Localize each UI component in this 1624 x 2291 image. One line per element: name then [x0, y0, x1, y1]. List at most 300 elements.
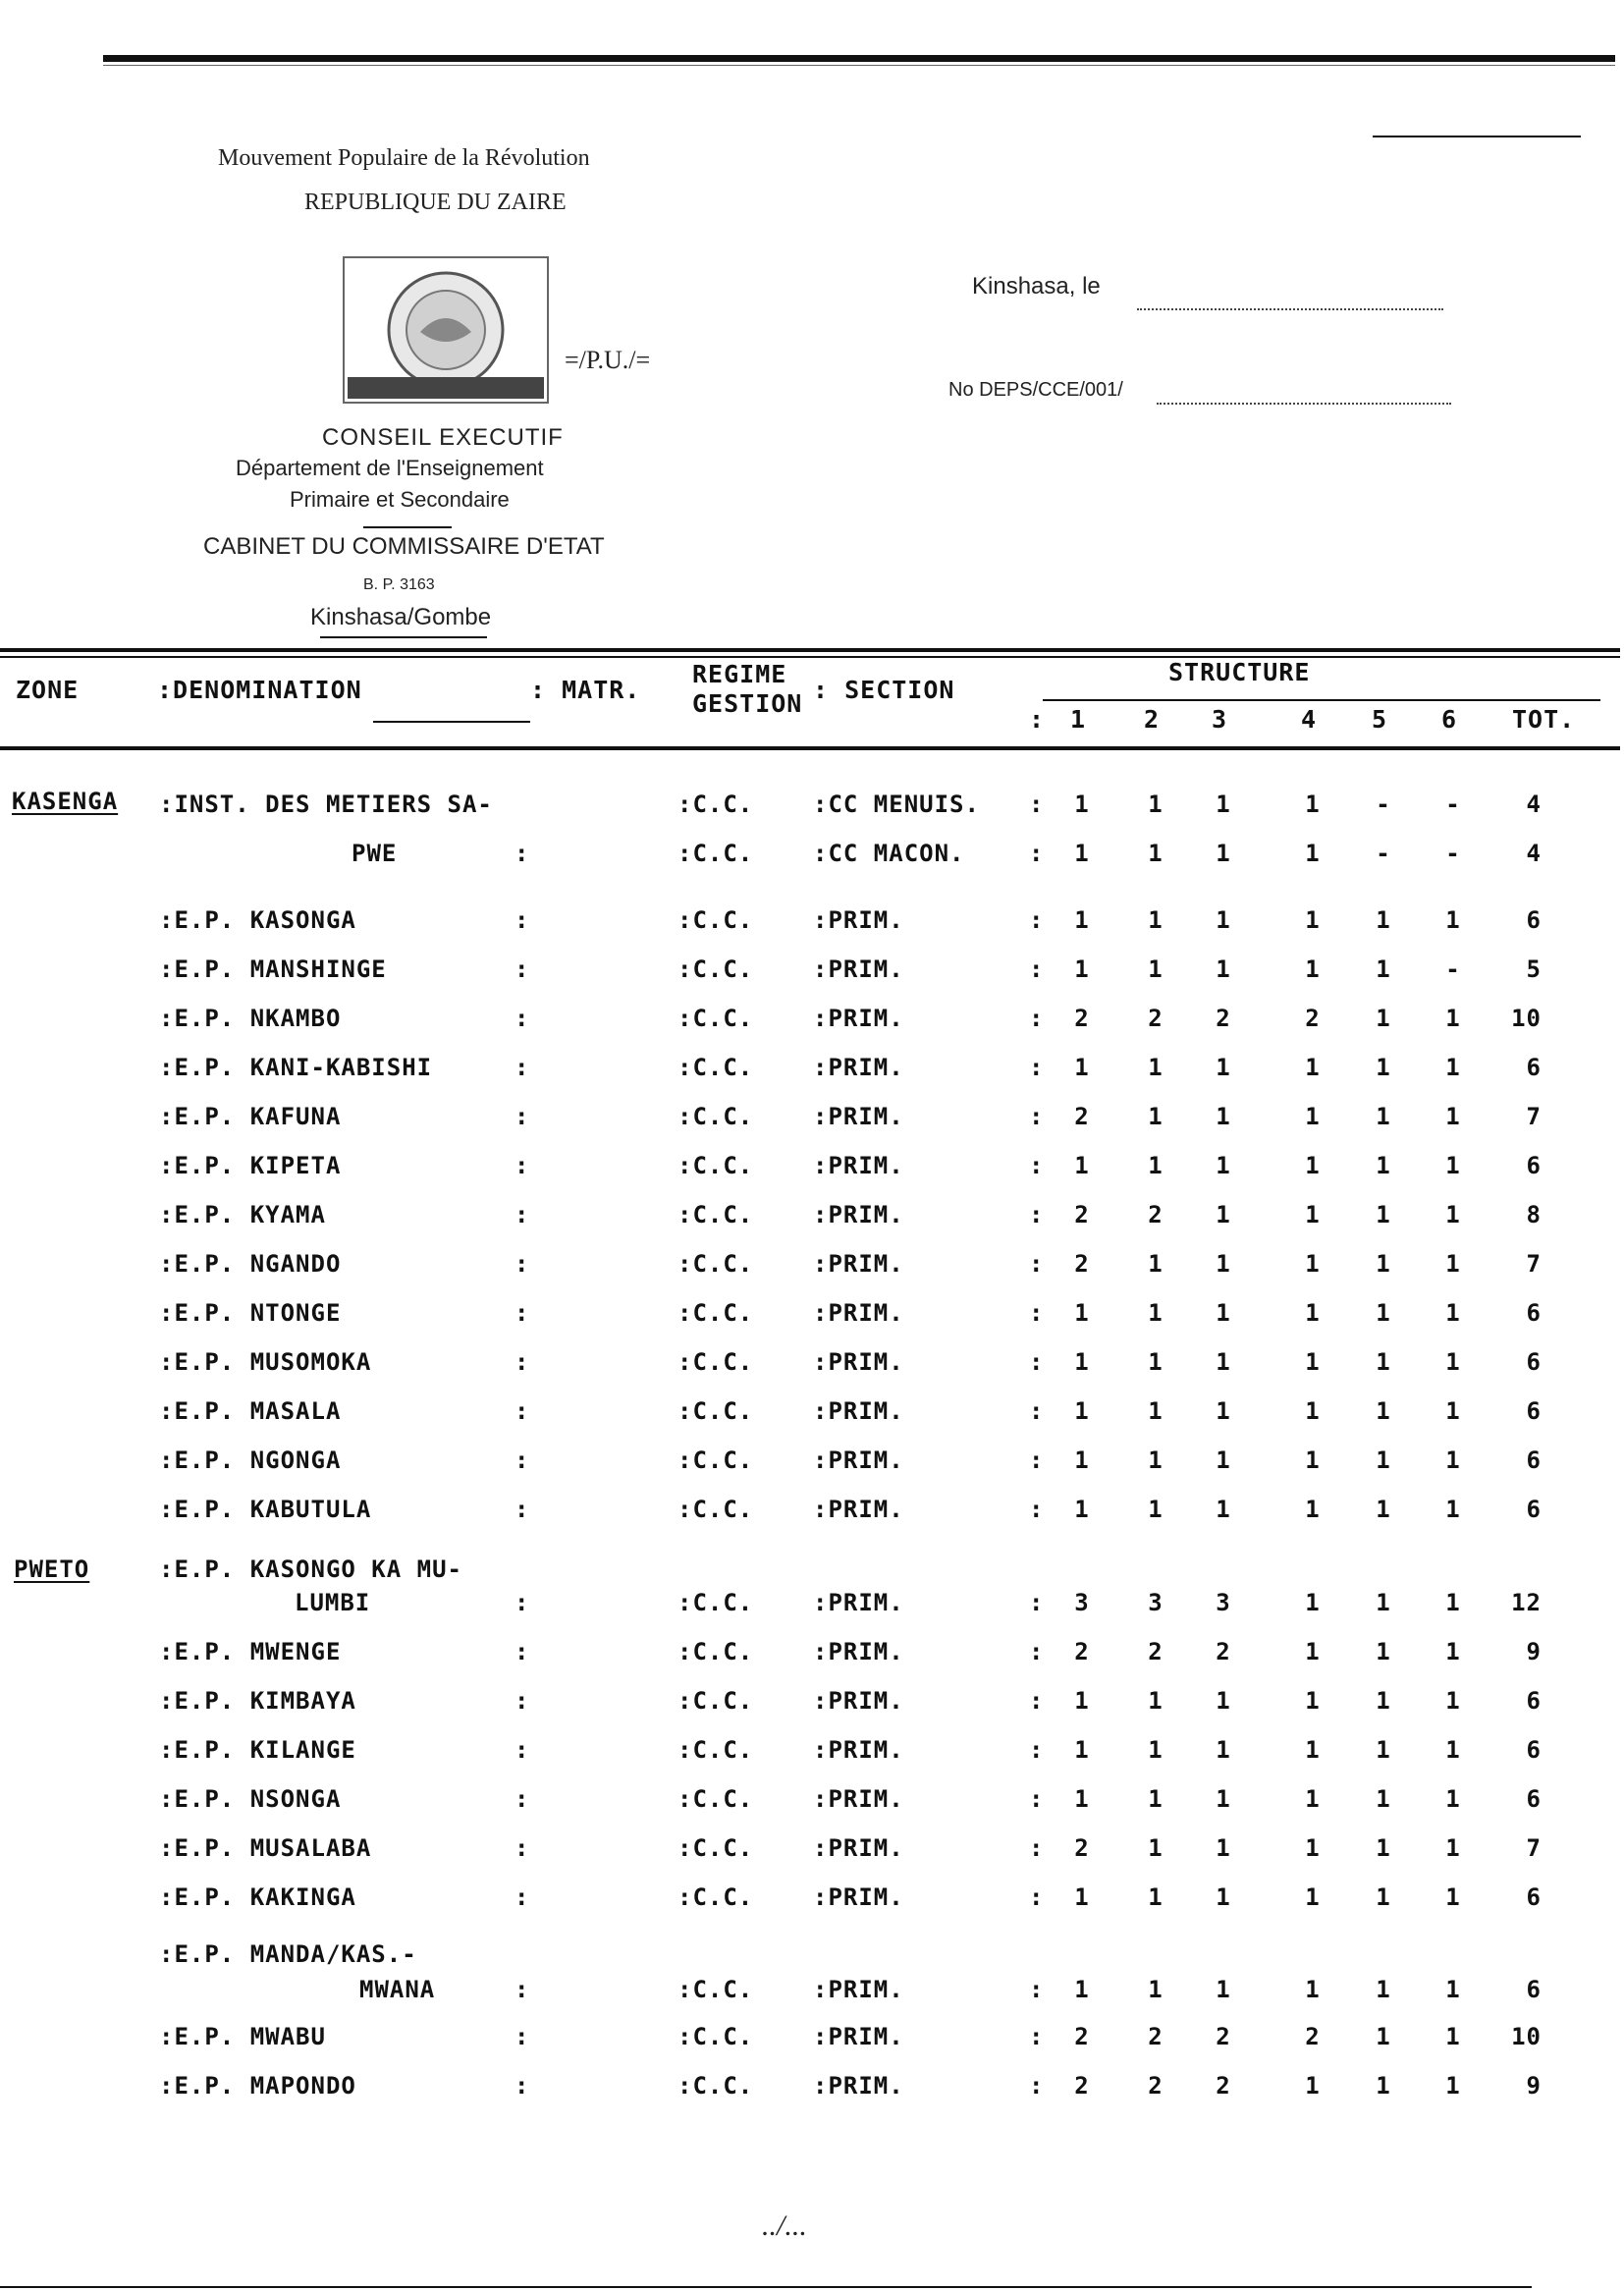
- row-structure-3: 3: [1216, 1589, 1231, 1616]
- row-separator: :: [514, 1054, 530, 1081]
- row-section: :PRIM.: [813, 2072, 904, 2100]
- header-structure-col-6: 6: [1441, 705, 1458, 734]
- row-section: :PRIM.: [813, 906, 904, 934]
- row-denomination: :E.P. KANI-KABISHI: [159, 1054, 433, 1081]
- row-structure-2: 2: [1148, 2023, 1164, 2050]
- row-structure-3: 1: [1216, 1152, 1231, 1179]
- row-structure-6: 1: [1445, 1496, 1461, 1523]
- row-structure-5: 1: [1376, 1348, 1391, 1376]
- row-structure-1: 1: [1074, 1496, 1090, 1523]
- row-separator: :: [514, 2023, 530, 2050]
- row-structure-4: 1: [1305, 1589, 1321, 1616]
- header-structure-col-5: 5: [1372, 705, 1388, 734]
- row-structure-1: 1: [1074, 1152, 1090, 1179]
- row-separator: :: [514, 1736, 530, 1764]
- page-continuation-mark: ../...: [762, 2209, 807, 2242]
- row-structure-5: 1: [1376, 1736, 1391, 1764]
- row-structure-1: 1: [1074, 791, 1090, 818]
- row-total: 6: [1526, 1299, 1542, 1327]
- table-top-rule: [0, 648, 1620, 652]
- row-structure-6: 1: [1445, 1736, 1461, 1764]
- row-section: :PRIM.: [813, 2023, 904, 2050]
- row-structure-6: 1: [1445, 1785, 1461, 1813]
- row-total: 6: [1526, 1687, 1542, 1715]
- row-structure-4: 1: [1305, 1201, 1321, 1228]
- row-structure-4: 2: [1305, 2023, 1321, 2050]
- row-structure-colon: :: [1029, 906, 1045, 934]
- row-structure-4: 1: [1305, 1397, 1321, 1425]
- row-regime: :C.C.: [677, 1054, 754, 1081]
- row-regime: :C.C.: [677, 2023, 754, 2050]
- row-structure-4: 1: [1305, 1299, 1321, 1327]
- row-structure-2: 1: [1148, 1976, 1164, 2003]
- row-structure-6: 1: [1445, 1687, 1461, 1715]
- row-separator: :: [514, 1785, 530, 1813]
- row-separator: :: [514, 1589, 530, 1616]
- row-denomination: :E.P. MAPONDO: [159, 2072, 356, 2100]
- row-section: :PRIM.: [813, 1152, 904, 1179]
- header-section: : SECTION: [813, 676, 955, 704]
- row-section: :PRIM.: [813, 1446, 904, 1474]
- row-structure-1: 1: [1074, 1299, 1090, 1327]
- row-structure-5: 1: [1376, 1397, 1391, 1425]
- header-structure-col-2: 2: [1144, 705, 1161, 734]
- row-structure-2: 1: [1148, 1152, 1164, 1179]
- table-body-rule: [0, 746, 1620, 750]
- row-structure-3: 1: [1216, 1299, 1231, 1327]
- row-separator: :: [514, 840, 530, 867]
- header-structure-col-3: 3: [1212, 705, 1228, 734]
- row-denomination-continued: PWE: [352, 840, 398, 867]
- row-structure-1: 2: [1074, 1638, 1090, 1665]
- row-structure-2: 2: [1148, 1201, 1164, 1228]
- row-structure-5: 1: [1376, 955, 1391, 983]
- row-structure-colon: :: [1029, 1054, 1045, 1081]
- row-total: 8: [1526, 1201, 1542, 1228]
- row-structure-6: 1: [1445, 1638, 1461, 1665]
- row-section: :CC MENUIS.: [813, 791, 980, 818]
- row-structure-colon: :: [1029, 791, 1045, 818]
- header-structure-col-4: 4: [1301, 705, 1318, 734]
- letterhead-city: Kinshasa/Gombe: [310, 604, 492, 630]
- row-structure-colon: :: [1029, 1883, 1045, 1911]
- row-structure-4: 1: [1305, 1834, 1321, 1862]
- row-structure-5: 1: [1376, 1299, 1391, 1327]
- row-structure-3: 1: [1216, 1446, 1231, 1474]
- row-regime: :C.C.: [677, 1005, 754, 1032]
- row-structure-1: 1: [1074, 1687, 1090, 1715]
- row-structure-6: 1: [1445, 1976, 1461, 2003]
- row-structure-2: 1: [1148, 1446, 1164, 1474]
- row-structure-3: 1: [1216, 1496, 1231, 1523]
- row-separator: :: [514, 1638, 530, 1665]
- row-structure-colon: :: [1029, 2023, 1045, 2050]
- row-structure-4: 1: [1305, 906, 1321, 934]
- row-regime: :C.C.: [677, 1348, 754, 1376]
- row-structure-3: 1: [1216, 1736, 1231, 1764]
- row-structure-6: 1: [1445, 2023, 1461, 2050]
- row-structure-6: 1: [1445, 1103, 1461, 1130]
- row-structure-5: 1: [1376, 1687, 1391, 1715]
- row-denomination: :E.P. MASALA: [159, 1397, 342, 1425]
- row-section: :PRIM.: [813, 1201, 904, 1228]
- row-structure-2: 1: [1148, 1250, 1164, 1278]
- row-structure-1: 2: [1074, 1834, 1090, 1862]
- row-regime: :C.C.: [677, 1299, 754, 1327]
- row-structure-2: 1: [1148, 1348, 1164, 1376]
- row-section: :PRIM.: [813, 1103, 904, 1130]
- row-structure-6: 1: [1445, 1589, 1461, 1616]
- row-total: 9: [1526, 2072, 1542, 2100]
- row-structure-colon: :: [1029, 1589, 1045, 1616]
- row-total: 10: [1511, 2023, 1542, 2050]
- row-structure-2: 1: [1148, 1103, 1164, 1130]
- header-structure-col-1: 1: [1070, 705, 1087, 734]
- row-denomination: :E.P. MWENGE: [159, 1638, 342, 1665]
- row-structure-5: 1: [1376, 1976, 1391, 2003]
- row-separator: :: [514, 1496, 530, 1523]
- row-structure-2: 1: [1148, 1496, 1164, 1523]
- right-top-line: [1373, 136, 1581, 137]
- header-regime: REGIME: [692, 660, 787, 688]
- row-structure-4: 1: [1305, 1687, 1321, 1715]
- row-structure-1: 1: [1074, 906, 1090, 934]
- row-structure-3: 1: [1216, 906, 1231, 934]
- row-structure-colon: :: [1029, 1687, 1045, 1715]
- row-denomination: :E.P. KYAMA: [159, 1201, 326, 1228]
- row-structure-3: 1: [1216, 1397, 1231, 1425]
- row-denomination: :E.P. MANDA/KAS.-: [159, 1940, 417, 1968]
- row-regime: :C.C.: [677, 1152, 754, 1179]
- letterhead-underline-2: [320, 636, 487, 638]
- row-separator: :: [514, 1446, 530, 1474]
- row-structure-2: 1: [1148, 1054, 1164, 1081]
- row-structure-4: 1: [1305, 1054, 1321, 1081]
- row-structure-6: 1: [1445, 1883, 1461, 1911]
- row-separator: :: [514, 1687, 530, 1715]
- row-regime: :C.C.: [677, 2072, 754, 2100]
- row-denomination: :E.P. NSONGA: [159, 1785, 342, 1813]
- row-structure-3: 1: [1216, 1250, 1231, 1278]
- row-denomination: :E.P. NGONGA: [159, 1446, 342, 1474]
- row-structure-2: 2: [1148, 1005, 1164, 1032]
- header-structure-colon: :: [1029, 705, 1046, 734]
- row-total: 6: [1526, 1496, 1542, 1523]
- row-structure-5: 1: [1376, 906, 1391, 934]
- row-denomination-continued: MWANA: [359, 1976, 436, 2003]
- row-structure-2: 1: [1148, 1834, 1164, 1862]
- row-separator: :: [514, 1883, 530, 1911]
- row-structure-4: 1: [1305, 1883, 1321, 1911]
- row-structure-4: 1: [1305, 1446, 1321, 1474]
- row-structure-colon: :: [1029, 955, 1045, 983]
- row-structure-colon: :: [1029, 1348, 1045, 1376]
- row-structure-6: -: [1445, 840, 1461, 867]
- row-denomination: :E.P. KIPETA: [159, 1152, 342, 1179]
- row-section: :PRIM.: [813, 1299, 904, 1327]
- row-structure-1: 1: [1074, 1348, 1090, 1376]
- header-structure: STRUCTURE: [1168, 658, 1311, 686]
- header-denomination: :DENOMINATION: [157, 676, 362, 704]
- letterhead-primaire: Primaire et Secondaire: [290, 487, 510, 512]
- row-section: :PRIM.: [813, 1397, 904, 1425]
- row-structure-5: -: [1376, 791, 1391, 818]
- row-structure-colon: :: [1029, 1201, 1045, 1228]
- row-structure-1: 1: [1074, 1883, 1090, 1911]
- row-structure-5: 1: [1376, 2023, 1391, 2050]
- row-structure-3: 1: [1216, 791, 1231, 818]
- row-section: :PRIM.: [813, 955, 904, 983]
- letterhead-republic: REPUBLIQUE DU ZAIRE: [304, 190, 567, 215]
- row-structure-colon: :: [1029, 1299, 1045, 1327]
- row-structure-6: 1: [1445, 1834, 1461, 1862]
- row-separator: :: [514, 1103, 530, 1130]
- row-denomination: :E.P. NTONGE: [159, 1299, 342, 1327]
- row-regime: :C.C.: [677, 1834, 754, 1862]
- row-structure-colon: :: [1029, 1250, 1045, 1278]
- row-total: 6: [1526, 1446, 1542, 1474]
- row-denomination: :E.P. KAKINGA: [159, 1883, 356, 1911]
- row-regime: :C.C.: [677, 1976, 754, 2003]
- row-structure-2: 1: [1148, 1299, 1164, 1327]
- row-structure-4: 1: [1305, 840, 1321, 867]
- structure-underline: [1043, 699, 1600, 701]
- row-structure-3: 2: [1216, 1638, 1231, 1665]
- row-denomination: :E.P. MWABU: [159, 2023, 326, 2050]
- row-structure-3: 1: [1216, 1976, 1231, 2003]
- row-structure-3: 1: [1216, 955, 1231, 983]
- row-structure-4: 1: [1305, 1103, 1321, 1130]
- row-structure-colon: :: [1029, 1103, 1045, 1130]
- row-structure-2: 1: [1148, 791, 1164, 818]
- row-structure-5: 1: [1376, 1250, 1391, 1278]
- row-structure-5: 1: [1376, 1638, 1391, 1665]
- row-structure-3: 1: [1216, 1883, 1231, 1911]
- row-structure-4: 1: [1305, 1348, 1321, 1376]
- row-separator: :: [514, 955, 530, 983]
- row-regime: :C.C.: [677, 1250, 754, 1278]
- row-structure-colon: :: [1029, 840, 1045, 867]
- row-structure-3: 1: [1216, 1687, 1231, 1715]
- row-structure-1: 3: [1074, 1589, 1090, 1616]
- row-regime: :C.C.: [677, 1201, 754, 1228]
- letterhead-underline-1: [363, 526, 452, 528]
- row-structure-colon: :: [1029, 1638, 1045, 1665]
- row-separator: :: [514, 1250, 530, 1278]
- row-regime: :C.C.: [677, 1687, 754, 1715]
- row-structure-5: 1: [1376, 1785, 1391, 1813]
- row-structure-1: 1: [1074, 955, 1090, 983]
- row-denomination-continued: LUMBI: [295, 1589, 371, 1616]
- row-structure-3: 1: [1216, 1785, 1231, 1813]
- row-regime: :C.C.: [677, 1397, 754, 1425]
- row-total: 4: [1526, 791, 1542, 818]
- row-structure-6: -: [1445, 791, 1461, 818]
- zone-pweto: PWETO: [14, 1555, 90, 1583]
- row-separator: :: [514, 1299, 530, 1327]
- top-rule-thin: [103, 65, 1615, 66]
- row-structure-5: 1: [1376, 1883, 1391, 1911]
- row-section: :PRIM.: [813, 1834, 904, 1862]
- row-structure-6: 1: [1445, 2072, 1461, 2100]
- row-denomination: :E.P. KASONGO KA MU-: [159, 1555, 462, 1583]
- row-structure-colon: :: [1029, 1785, 1045, 1813]
- row-structure-colon: :: [1029, 1496, 1045, 1523]
- row-structure-2: 1: [1148, 1883, 1164, 1911]
- row-total: 6: [1526, 1397, 1542, 1425]
- row-total: 9: [1526, 1638, 1542, 1665]
- row-separator: :: [514, 1976, 530, 2003]
- row-structure-4: 1: [1305, 2072, 1321, 2100]
- row-regime: :C.C.: [677, 1736, 754, 1764]
- row-separator: :: [514, 1201, 530, 1228]
- row-regime: :C.C.: [677, 840, 754, 867]
- row-regime: :C.C.: [677, 1785, 754, 1813]
- row-structure-4: 1: [1305, 1496, 1321, 1523]
- row-structure-3: 2: [1216, 2023, 1231, 2050]
- row-structure-5: 1: [1376, 1446, 1391, 1474]
- row-section: :PRIM.: [813, 1250, 904, 1278]
- row-section: :CC MACON.: [813, 840, 965, 867]
- row-structure-2: 3: [1148, 1589, 1164, 1616]
- row-structure-colon: :: [1029, 1834, 1045, 1862]
- row-separator: :: [514, 1348, 530, 1376]
- header-matr: : MATR.: [530, 676, 641, 704]
- row-structure-6: -: [1445, 955, 1461, 983]
- row-total: 10: [1511, 1005, 1542, 1032]
- row-section: :PRIM.: [813, 1785, 904, 1813]
- denomination-underline: [373, 721, 530, 723]
- row-structure-1: 1: [1074, 1976, 1090, 2003]
- row-separator: :: [514, 2072, 530, 2100]
- row-denomination: :E.P. MANSHINGE: [159, 955, 387, 983]
- date-label: Kinshasa, le: [972, 273, 1101, 300]
- row-total: 4: [1526, 840, 1542, 867]
- row-structure-6: 1: [1445, 1446, 1461, 1474]
- header-gestion: GESTION: [692, 689, 803, 718]
- row-denomination: :E.P. KAFUNA: [159, 1103, 342, 1130]
- row-denomination: :E.P. MUSALABA: [159, 1834, 372, 1862]
- row-total: 6: [1526, 1152, 1542, 1179]
- row-section: :PRIM.: [813, 1496, 904, 1523]
- row-structure-3: 1: [1216, 1054, 1231, 1081]
- row-section: :PRIM.: [813, 1976, 904, 2003]
- row-structure-4: 1: [1305, 955, 1321, 983]
- row-structure-3: 1: [1216, 1103, 1231, 1130]
- row-section: :PRIM.: [813, 1348, 904, 1376]
- row-structure-1: 2: [1074, 1005, 1090, 1032]
- row-structure-6: 1: [1445, 1054, 1461, 1081]
- row-regime: :C.C.: [677, 1446, 754, 1474]
- row-denomination: :INST. DES METIERS SA-: [159, 791, 493, 818]
- row-structure-6: 1: [1445, 1005, 1461, 1032]
- row-structure-5: 1: [1376, 1152, 1391, 1179]
- row-denomination: :E.P. KABUTULA: [159, 1496, 372, 1523]
- row-structure-1: 2: [1074, 1201, 1090, 1228]
- row-structure-4: 1: [1305, 791, 1321, 818]
- row-structure-2: 1: [1148, 1687, 1164, 1715]
- row-structure-1: 2: [1074, 2023, 1090, 2050]
- row-structure-colon: :: [1029, 1397, 1045, 1425]
- row-structure-4: 1: [1305, 1152, 1321, 1179]
- row-separator: :: [514, 1834, 530, 1862]
- row-structure-1: 2: [1074, 1103, 1090, 1130]
- row-structure-4: 1: [1305, 1976, 1321, 2003]
- row-structure-colon: :: [1029, 1152, 1045, 1179]
- row-structure-6: 1: [1445, 906, 1461, 934]
- row-structure-6: 1: [1445, 1299, 1461, 1327]
- letterhead-department: Département de l'Enseignement: [236, 456, 544, 480]
- row-structure-2: 1: [1148, 1785, 1164, 1813]
- row-denomination: :E.P. NKAMBO: [159, 1005, 342, 1032]
- row-structure-3: 1: [1216, 1348, 1231, 1376]
- row-structure-2: 1: [1148, 955, 1164, 983]
- row-structure-2: 1: [1148, 840, 1164, 867]
- row-separator: :: [514, 1152, 530, 1179]
- row-structure-4: 1: [1305, 1785, 1321, 1813]
- row-section: :PRIM.: [813, 1589, 904, 1616]
- row-regime: :C.C.: [677, 1589, 754, 1616]
- row-structure-6: 1: [1445, 1250, 1461, 1278]
- row-structure-6: 1: [1445, 1201, 1461, 1228]
- row-structure-3: 1: [1216, 840, 1231, 867]
- row-structure-1: 2: [1074, 1250, 1090, 1278]
- row-structure-1: 1: [1074, 1397, 1090, 1425]
- row-structure-2: 1: [1148, 1397, 1164, 1425]
- row-regime: :C.C.: [677, 1103, 754, 1130]
- row-structure-1: 1: [1074, 1446, 1090, 1474]
- row-section: :PRIM.: [813, 1638, 904, 1665]
- row-structure-3: 1: [1216, 1834, 1231, 1862]
- row-denomination: :E.P. NGANDO: [159, 1250, 342, 1278]
- letterhead-ref-mark: =/P.U./=: [565, 346, 651, 374]
- row-structure-6: 1: [1445, 1397, 1461, 1425]
- coat-of-arms-seal: [338, 253, 554, 409]
- row-section: :PRIM.: [813, 1005, 904, 1032]
- row-structure-4: 1: [1305, 1250, 1321, 1278]
- row-structure-5: 1: [1376, 1005, 1391, 1032]
- row-regime: :C.C.: [677, 1496, 754, 1523]
- row-section: :PRIM.: [813, 1736, 904, 1764]
- row-total: 7: [1526, 1834, 1542, 1862]
- row-section: :PRIM.: [813, 1687, 904, 1715]
- row-structure-colon: :: [1029, 1005, 1045, 1032]
- row-structure-5: -: [1376, 840, 1391, 867]
- row-total: 5: [1526, 955, 1542, 983]
- row-structure-3: 1: [1216, 1201, 1231, 1228]
- row-structure-4: 1: [1305, 1736, 1321, 1764]
- row-total: 6: [1526, 1736, 1542, 1764]
- row-structure-colon: :: [1029, 1976, 1045, 2003]
- row-regime: :C.C.: [677, 906, 754, 934]
- row-total: 7: [1526, 1103, 1542, 1130]
- row-separator: :: [514, 1005, 530, 1032]
- row-structure-1: 1: [1074, 840, 1090, 867]
- zone-kasenga: KASENGA: [12, 788, 119, 815]
- row-denomination: :E.P. KIMBAYA: [159, 1687, 356, 1715]
- row-denomination: :E.P. MUSOMOKA: [159, 1348, 372, 1376]
- row-structure-3: 2: [1216, 1005, 1231, 1032]
- top-rule: [103, 55, 1615, 62]
- row-total: 6: [1526, 1348, 1542, 1376]
- row-total: 12: [1511, 1589, 1542, 1616]
- bottom-rule: [0, 2286, 1532, 2288]
- row-structure-4: 2: [1305, 1005, 1321, 1032]
- letterhead-conseil: CONSEIL EXECUTIF: [322, 424, 564, 451]
- row-structure-5: 1: [1376, 2072, 1391, 2100]
- row-section: :PRIM.: [813, 1054, 904, 1081]
- reference-label: No DEPS/CCE/001/: [948, 379, 1123, 401]
